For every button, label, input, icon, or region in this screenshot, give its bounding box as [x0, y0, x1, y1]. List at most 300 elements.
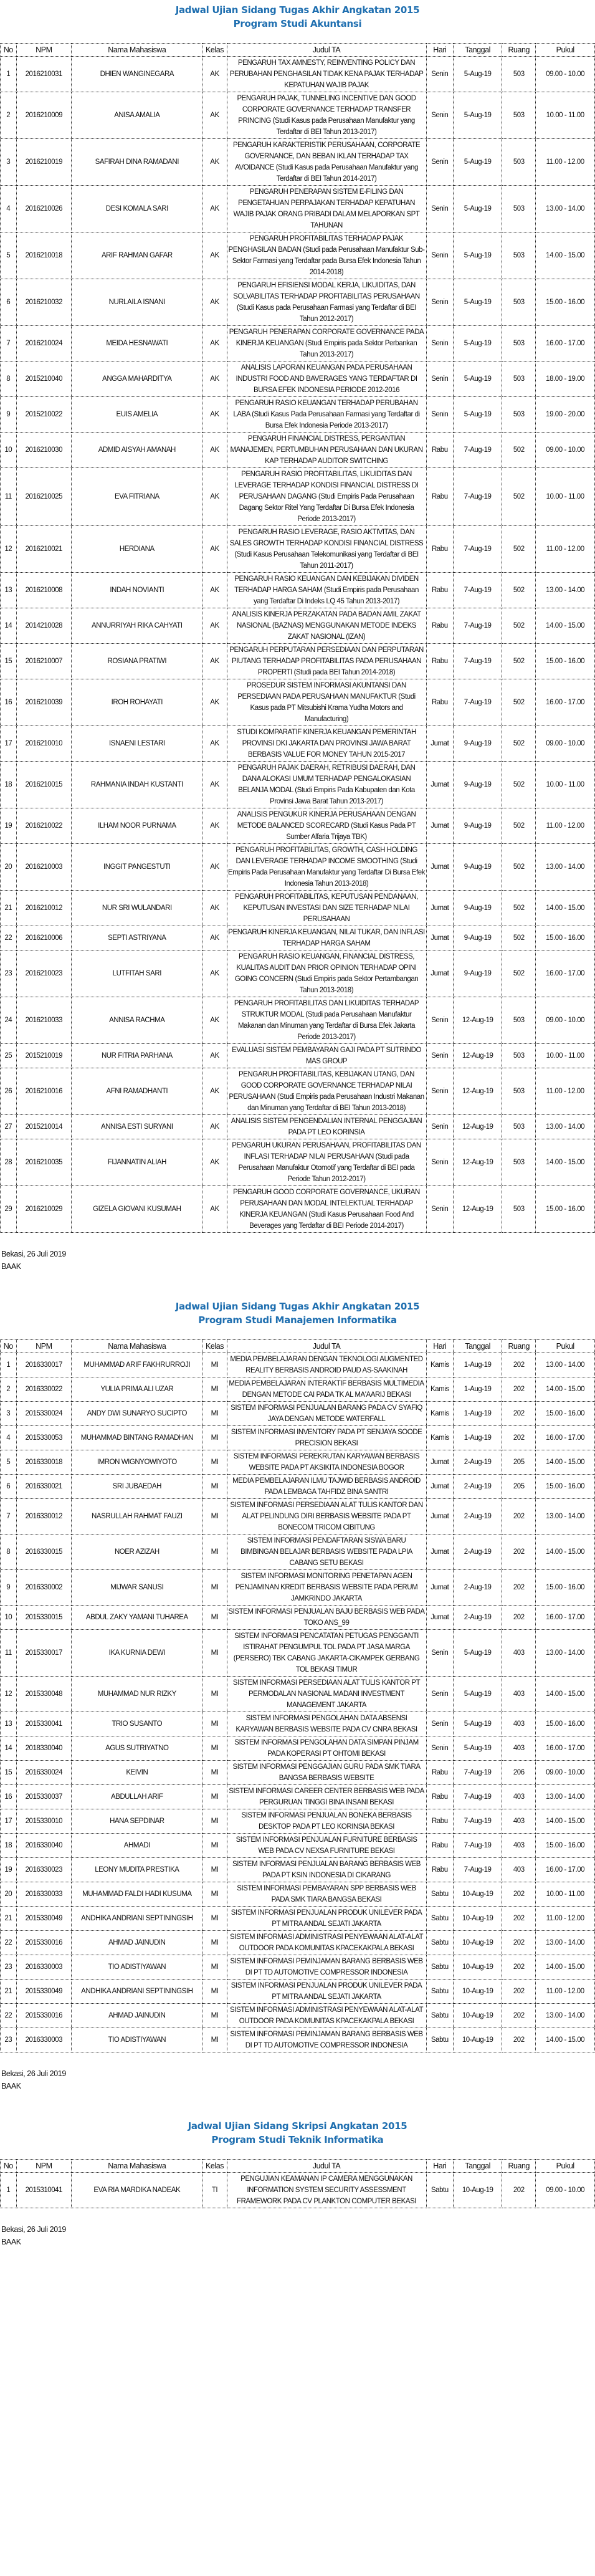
- column-header-nama: Nama Mahasiswa: [72, 44, 202, 57]
- cell-pukul: 11.00 - 12.00: [536, 526, 595, 573]
- cell-tanggal: 2-Aug-19: [454, 1475, 502, 1499]
- cell-pukul: 16.00 - 17.00: [536, 326, 595, 362]
- cell-no: 17: [1, 726, 17, 762]
- cell-tanggal: 9-Aug-19: [454, 950, 502, 997]
- cell-hari: Sabtu: [426, 1907, 454, 1931]
- column-header-kelas: Kelas: [202, 2160, 227, 2173]
- cell-pukul: 13.00 - 14.00: [536, 573, 595, 608]
- cell-nama: ISNAENI LESTARI: [72, 726, 202, 762]
- cell-hari: Sabtu: [426, 2173, 454, 2208]
- cell-ruang: 202: [502, 2004, 536, 2028]
- cell-ruang: 403: [502, 1736, 536, 1761]
- cell-npm: 2015210019: [16, 1044, 72, 1068]
- cell-no: 2: [1, 92, 17, 139]
- cell-ruang: 202: [502, 1882, 536, 1907]
- cell-tanggal: 5-Aug-19: [454, 397, 502, 433]
- cell-no: 12: [1, 526, 17, 573]
- cell-kelas: AK: [202, 891, 227, 926]
- cell-nama: NURLAILA ISNANI: [72, 279, 202, 326]
- cell-hari: Jumat: [426, 1606, 454, 1630]
- cell-npm: 2015330015: [16, 1606, 72, 1630]
- table-row: [1, 186, 595, 232]
- cell-nama: LEONY MUDITA PRESTIKA: [72, 1858, 202, 1882]
- cell-kelas: AK: [202, 844, 227, 891]
- cell-no: 13: [1, 573, 17, 608]
- cell-kelas: AK: [202, 92, 227, 139]
- cell-nama: ANDY DWI SUNARYO SUCIPTO: [72, 1402, 202, 1426]
- cell-judul: SISTEM INFORMASI PENJUALAN BARANG BERBASIS WEB PADA PT KSIN INDONESIA DI CIKARANG: [227, 1858, 426, 1882]
- cell-npm: 2015330024: [16, 1402, 72, 1426]
- cell-pukul: 14.00 - 15.00: [536, 608, 595, 644]
- cell-judul: SISTEM INFORMASI MONITORING PENETAPAN AGEN PENJAMINAN KREDIT BERBASIS WEBSITE PADA PERUM JAMKRINDO JAKARTA: [227, 1570, 426, 1606]
- cell-tanggal: 9-Aug-19: [454, 762, 502, 808]
- cell-pukul: 16.00 - 17.00: [536, 679, 595, 726]
- cell-ruang: 202: [502, 1535, 536, 1570]
- cell-pukul: 19.00 - 20.00: [536, 397, 595, 433]
- cell-nama: IROH ROHAYATI: [72, 679, 202, 726]
- cell-kelas: AK: [202, 57, 227, 92]
- table-row: [1, 1712, 595, 1736]
- cell-judul: SISTEM INFORMASI ADMINISTRASI PENYEWAAN ALAT-ALAT OUTDOOR PADA KOMUNITAS KPACEKAKPALA BEKASI: [227, 2004, 426, 2028]
- cell-no: 9: [1, 397, 17, 433]
- cell-no: 18: [1, 762, 17, 808]
- cell-kelas: MI: [202, 1677, 227, 1712]
- cell-kelas: AK: [202, 526, 227, 573]
- cell-no: 21: [1, 1907, 17, 1931]
- cell-kelas: AK: [202, 608, 227, 644]
- cell-nama: DHIEN WANGINEGARA: [72, 57, 202, 92]
- table-row: [1, 433, 595, 468]
- cell-npm: 2016330003: [16, 1955, 72, 1980]
- cell-judul: PENGARUH RASIO KEUANGAN DAN KEBIJAKAN DIVIDEN TERHADAP HARGA SAHAM (Studi Empiris pada Perusahaan yang Terdaftar Di Indeks LQ 45 Tahun 2013-2017): [227, 573, 426, 608]
- column-header-no: No: [1, 44, 17, 57]
- cell-nama: MIJWAR SANUSI: [72, 1570, 202, 1606]
- cell-kelas: TI: [202, 2173, 227, 2208]
- cell-judul: SISTEM INFORMASI PENJUALAN PRODUK UNILEVER PADA PT MITRA ANDAL SEJATI JAKARTA: [227, 1907, 426, 1931]
- cell-nama: ANNURRIYAH RIKA CAHYATI: [72, 608, 202, 644]
- table-header-row: [1, 44, 595, 57]
- footer-place-date: Bekasi, 26 Juli 2019: [1, 2069, 66, 2078]
- cell-kelas: MI: [202, 1931, 227, 1955]
- cell-pukul: 10.00 - 11.00: [536, 92, 595, 139]
- cell-no: 26: [1, 1068, 17, 1115]
- cell-pukul: 09.00 - 10.00: [536, 726, 595, 762]
- cell-kelas: MI: [202, 1377, 227, 1402]
- cell-judul: PENGARUH EFISIENSI MODAL KERJA, LIKUIDITAS, DAN SOLVABILITAS TERHADAP PROFITABILITAS PERUSAHAAN (Studi Kasus pada Perusahaan Farmasi yang Terdaftar di BEI Tahun 2012-2017): [227, 279, 426, 326]
- cell-no: 4: [1, 1426, 17, 1450]
- cell-npm: 2016330033: [16, 1882, 72, 1907]
- cell-judul: SISTEM INFORMASI CAREER CENTER BERBASIS WEB PADA PERGURUAN TINGGI BINA INSANI BEKASI: [227, 1785, 426, 1809]
- cell-kelas: AK: [202, 997, 227, 1044]
- cell-ruang: 502: [502, 726, 536, 762]
- cell-tanggal: 5-Aug-19: [454, 186, 502, 232]
- section-title: Jadwal Ujian Sidang Skripsi Angkatan 2015: [188, 2120, 407, 2132]
- cell-hari: Jumat: [426, 1535, 454, 1570]
- cell-kelas: AK: [202, 679, 227, 726]
- cell-pukul: 14.00 - 15.00: [536, 2028, 595, 2052]
- table-row: [1, 1535, 595, 1570]
- table-row: [1, 1186, 595, 1233]
- cell-nama: MUHAMMAD NUR RIZKY: [72, 1677, 202, 1712]
- schedule-section: [0, 1273, 595, 2092]
- cell-ruang: 503: [502, 232, 536, 279]
- cell-npm: 2015330049: [16, 1907, 72, 1931]
- cell-judul: SISTEM INFORMASI PENJUALAN FURNITURE BERBASIS WEB PADA CV NEXSA FURNITURE BEKASI: [227, 1834, 426, 1858]
- cell-ruang: 202: [502, 1606, 536, 1630]
- cell-npm: 2016330021: [16, 1475, 72, 1499]
- cell-npm: 2016330017: [16, 1353, 72, 1377]
- section-subtitle: Program Studi Teknik Informatika: [211, 2134, 384, 2145]
- table-row: [1, 573, 595, 608]
- cell-tanggal: 5-Aug-19: [454, 362, 502, 397]
- cell-tanggal: 10-Aug-19: [454, 1931, 502, 1955]
- cell-no: 20: [1, 844, 17, 891]
- cell-tanggal: 7-Aug-19: [454, 1858, 502, 1882]
- cell-judul: PENGARUH RASIO PROFITABILITAS, LIKUIDITAS DAN LEVERAGE TERHADAP KONDISI FINANCIAL DISTRESS DI PERUSAHAAN DAGANG (Studi Empiris Pada Perusahaan Dagang Sektor Ritel Yang Terdaftar Di Bursa Efek Indonesia Periode 2013-2017): [227, 468, 426, 526]
- cell-ruang: 502: [502, 844, 536, 891]
- cell-tanggal: 5-Aug-19: [454, 1630, 502, 1677]
- cell-nama: ABDUL ZAKY YAMANI TUHAREA: [72, 1606, 202, 1630]
- cell-no: 3: [1, 139, 17, 186]
- cell-tanggal: 2-Aug-19: [454, 1570, 502, 1606]
- cell-tanggal: 5-Aug-19: [454, 1736, 502, 1761]
- footer-place-date: Bekasi, 26 Juli 2019: [1, 2225, 66, 2234]
- cell-ruang: 502: [502, 644, 536, 679]
- cell-hari: Senin: [426, 362, 454, 397]
- cell-pukul: 11.00 - 12.00: [536, 139, 595, 186]
- table-row: [1, 1858, 595, 1882]
- cell-judul: SISTEM INFORMASI INVENTORY PADA PT SENJAYA SOODE PRECISION BEKASI: [227, 1426, 426, 1450]
- cell-ruang: 202: [502, 1402, 536, 1426]
- cell-no: 14: [1, 1736, 17, 1761]
- cell-pukul: 14.00 - 15.00: [536, 1450, 595, 1475]
- table-row: [1, 2004, 595, 2028]
- table-row: [1, 1450, 595, 1475]
- cell-ruang: 206: [502, 1761, 536, 1785]
- cell-ruang: 202: [502, 1426, 536, 1450]
- cell-tanggal: 1-Aug-19: [454, 1402, 502, 1426]
- cell-kelas: AK: [202, 726, 227, 762]
- cell-judul: MEDIA PEMBELAJARAN INTERAKTIF BERBASIS MULTIMEDIA DENGAN METODE CAI PADA TK AL MA'AARIJ BEKASI: [227, 1377, 426, 1402]
- cell-judul: ANALISIS SISTEM PENGENDALIAN INTERNAL PENGGAJIAN PADA PT LEO KORINSIA: [227, 1115, 426, 1139]
- cell-nama: FIJANNATIN ALIAH: [72, 1139, 202, 1186]
- cell-judul: ANALISIS PENGUKUR KINERJA PERUSAHAAN DENGAN METODE BALANCED SCORECARD (Studi Kasus Pada PT Sumber Alfaria Trijaya TBK): [227, 808, 426, 844]
- column-header-hari: Hari: [426, 1340, 454, 1353]
- cell-kelas: AK: [202, 279, 227, 326]
- cell-judul: MEDIA PEMBELAJARAN DENGAN TEKNOLOGI AUGMENTED REALITY BERBASIS ANDROID PAUD AS-SAAKINAH: [227, 1353, 426, 1377]
- table-row: [1, 1115, 595, 1139]
- cell-no: 11: [1, 1630, 17, 1677]
- cell-no: 6: [1, 279, 17, 326]
- cell-hari: Senin: [426, 1115, 454, 1139]
- cell-ruang: 502: [502, 679, 536, 726]
- cell-ruang: 503: [502, 279, 536, 326]
- cell-ruang: 502: [502, 608, 536, 644]
- table-row: [1, 608, 595, 644]
- cell-hari: Jumat: [426, 1499, 454, 1535]
- cell-npm: 2016210015: [16, 762, 72, 808]
- cell-hari: Rabu: [426, 1761, 454, 1785]
- column-header-npm: NPM: [16, 2160, 72, 2173]
- cell-kelas: MI: [202, 1426, 227, 1450]
- cell-ruang: 502: [502, 526, 536, 573]
- cell-judul: SISTEM INFORMASI PERSEDIAAN ALAT TULIS KANTOR DAN ALAT PELINDUNG DIRI BERBASIS WEBSITE PADA PT BONECOM TRICOM CIBITUNG: [227, 1499, 426, 1535]
- cell-ruang: 502: [502, 762, 536, 808]
- cell-npm: 2016210031: [16, 57, 72, 92]
- cell-pukul: 11.00 - 12.00: [536, 808, 595, 844]
- cell-judul: PENGARUH PROFITABILITAS TERHADAP PAJAK PENGHASILAN BADAN (Studi pada Perusahaan Manufaktur Sub-Sektor Farmasi yang Terdaftar pada Bursa Efek Indonesia Tahun 2014-2018): [227, 232, 426, 279]
- cell-tanggal: 5-Aug-19: [454, 326, 502, 362]
- cell-judul: ANALISIS KINERJA PERZAKATAN PADA BADAN AMIL ZAKAT NASIONAL (BAZNAS) MENGGUNAKAN METODE INDEKS ZAKAT NASIONAL (IZAN): [227, 608, 426, 644]
- section-subtitle: Program Studi Akuntansi: [233, 18, 362, 29]
- table-row: [1, 1353, 595, 1377]
- cell-nama: HANA SEPDINAR: [72, 1809, 202, 1834]
- cell-npm: 2015330016: [16, 2004, 72, 2028]
- cell-hari: Sabtu: [426, 1882, 454, 1907]
- cell-ruang: 502: [502, 468, 536, 526]
- cell-npm: 2016210019: [16, 139, 72, 186]
- cell-hari: Kamis: [426, 1402, 454, 1426]
- cell-no: 17: [1, 1809, 17, 1834]
- table-row: [1, 1955, 595, 1980]
- cell-no: 1: [1, 1353, 17, 1377]
- cell-hari: Rabu: [426, 433, 454, 468]
- cell-ruang: 503: [502, 1115, 536, 1139]
- cell-pukul: 09.00 - 10.00: [536, 997, 595, 1044]
- table-row: [1, 2173, 595, 2208]
- cell-hari: Jumat: [426, 762, 454, 808]
- cell-kelas: MI: [202, 1353, 227, 1377]
- cell-pukul: 11.00 - 12.00: [536, 1980, 595, 2004]
- cell-npm: 2016210030: [16, 433, 72, 468]
- table-row: [1, 397, 595, 433]
- cell-tanggal: 7-Aug-19: [454, 1834, 502, 1858]
- cell-tanggal: 9-Aug-19: [454, 891, 502, 926]
- cell-hari: Senin: [426, 1044, 454, 1068]
- cell-npm: 2016330003: [16, 2028, 72, 2052]
- table-row: [1, 891, 595, 926]
- cell-judul: SISTEM INFORMASI PEREKRUTAN KARYAWAN BERBASIS WEBSITE PADA PT AKSIKITA INDONESIA BOGOR: [227, 1450, 426, 1475]
- cell-kelas: AK: [202, 1068, 227, 1115]
- cell-kelas: AK: [202, 762, 227, 808]
- cell-hari: Jumat: [426, 844, 454, 891]
- cell-ruang: 503: [502, 186, 536, 232]
- cell-judul: SISTEM INFORMASI PENGGAJIAN GURU PADA SMK TIARA BANGSA BERBASIS WEBSITE: [227, 1761, 426, 1785]
- table-row: [1, 1834, 595, 1858]
- column-header-ruang: Ruang: [502, 44, 536, 57]
- cell-judul: SISTEM INFORMASI PEMBAYARAN SPP BERBASIS WEB PADA SMK TIARA BANGSA BEKASI: [227, 1882, 426, 1907]
- column-header-kelas: Kelas: [202, 1340, 227, 1353]
- cell-judul: SISTEM INFORMASI PERSEDIAAN ALAT TULIS KANTOR PT PERMODALAN NASIONAL MADANI INVESTMENT MANAGEMENT JAKARTA: [227, 1677, 426, 1712]
- cell-judul: SISTEM INFORMASI PENJUALAN BARANG PADA CV SYAFIQ JAYA DENGAN METODE WATERFALL: [227, 1402, 426, 1426]
- table-row: [1, 468, 595, 526]
- cell-judul: PENGARUH TAX AMNESTY, REINVENTING POLICY DAN PERUBAHAN PENGHASILAN TIDAK KENA PAJAK TERHADAP KEPATUHAN WAJIB PAJAK: [227, 57, 426, 92]
- cell-hari: Rabu: [426, 1785, 454, 1809]
- cell-no: 23: [1, 1955, 17, 1980]
- cell-hari: Jumat: [426, 1450, 454, 1475]
- cell-hari: Jumat: [426, 1570, 454, 1606]
- cell-ruang: 202: [502, 1499, 536, 1535]
- cell-tanggal: 1-Aug-19: [454, 1377, 502, 1402]
- cell-kelas: MI: [202, 1980, 227, 2004]
- cell-ruang: 502: [502, 433, 536, 468]
- column-header-no: No: [1, 2160, 17, 2173]
- cell-kelas: MI: [202, 1499, 227, 1535]
- cell-pukul: 10.00 - 11.00: [536, 1044, 595, 1068]
- cell-pukul: 13.00 - 14.00: [536, 1931, 595, 1955]
- cell-nama: EUIS AMELIA: [72, 397, 202, 433]
- cell-pukul: 13.00 - 14.00: [536, 1499, 595, 1535]
- cell-ruang: 202: [502, 1570, 536, 1606]
- cell-kelas: AK: [202, 808, 227, 844]
- footer-org: BAAK: [1, 2082, 21, 2090]
- cell-pukul: 11.00 - 12.00: [536, 1907, 595, 1931]
- cell-ruang: 202: [502, 2173, 536, 2208]
- cell-kelas: AK: [202, 232, 227, 279]
- cell-hari: Jumat: [426, 926, 454, 950]
- cell-npm: 2016210025: [16, 468, 72, 526]
- cell-hari: Sabtu: [426, 1931, 454, 1955]
- cell-hari: Senin: [426, 139, 454, 186]
- table-header-row: [1, 2160, 595, 2173]
- cell-nama: AHMAD JAINUDIN: [72, 2004, 202, 2028]
- column-header-pukul: Pukul: [536, 2160, 595, 2173]
- cell-nama: SAFIRAH DINA RAMADANI: [72, 139, 202, 186]
- cell-nama: MEIDA HESNAWATI: [72, 326, 202, 362]
- cell-judul: SISTEM INFORMASI PENJUALAN BAJU BERBASIS WEB PADA TOKO ANS_99: [227, 1606, 426, 1630]
- cell-pukul: 14.00 - 15.00: [536, 1677, 595, 1712]
- table-row: [1, 1606, 595, 1630]
- cell-hari: Sabtu: [426, 1980, 454, 2004]
- cell-pukul: 15.00 - 16.00: [536, 1834, 595, 1858]
- table-row: [1, 808, 595, 844]
- cell-hari: Jumat: [426, 726, 454, 762]
- table-row: [1, 362, 595, 397]
- cell-kelas: AK: [202, 186, 227, 232]
- cell-ruang: 202: [502, 1931, 536, 1955]
- cell-no: 8: [1, 362, 17, 397]
- cell-judul: PENGARUH UKURAN PERUSAHAAN, PROFITABILITAS DAN INFLASI TERHADAP NILAI PERUSAHAAN (Studi pada Perusahaan Manufaktur Otomotif yang Terdaftar di BEI pada Periode Tahun 2012-2017): [227, 1139, 426, 1186]
- cell-judul: SISTEM INFORMASI PENJUALAN BONEKA BERBASIS DESKTOP PADA PT LEO KORINSIA BEKASI: [227, 1809, 426, 1834]
- cell-tanggal: 10-Aug-19: [454, 2028, 502, 2052]
- cell-pukul: 14.00 - 15.00: [536, 1139, 595, 1186]
- cell-ruang: 403: [502, 1858, 536, 1882]
- cell-nama: ABDULLAH ARIF: [72, 1785, 202, 1809]
- cell-hari: Rabu: [426, 1809, 454, 1834]
- cell-npm: 2016210007: [16, 644, 72, 679]
- cell-nama: TRIO SUSANTO: [72, 1712, 202, 1736]
- section-footer: [0, 1233, 595, 1273]
- cell-tanggal: 7-Aug-19: [454, 468, 502, 526]
- cell-hari: Senin: [426, 186, 454, 232]
- cell-npm: 2016210023: [16, 950, 72, 997]
- cell-hari: Senin: [426, 1139, 454, 1186]
- cell-ruang: 403: [502, 1834, 536, 1858]
- cell-npm: 2015330010: [16, 1809, 72, 1834]
- cell-nama: SEPTI ASTRIYANA: [72, 926, 202, 950]
- table-row: [1, 57, 595, 92]
- column-header-npm: NPM: [16, 44, 72, 57]
- cell-nama: AHMAD JAINUDIN: [72, 1931, 202, 1955]
- table-row: [1, 92, 595, 139]
- column-header-pukul: Pukul: [536, 44, 595, 57]
- cell-judul: PENGARUH PROFITABILITAS, KEPUTUSAN PENDANAAN, KEPUTUSAN INVESTASI DAN SIZE TERHADAP NILAI PERUSAHAAN: [227, 891, 426, 926]
- cell-nama: ANNISA ESTI SURYANI: [72, 1115, 202, 1139]
- cell-ruang: 205: [502, 1450, 536, 1475]
- cell-npm: 2016330022: [16, 1377, 72, 1402]
- cell-npm: 2016330023: [16, 1858, 72, 1882]
- cell-pukul: 14.00 - 15.00: [536, 1377, 595, 1402]
- cell-tanggal: 7-Aug-19: [454, 433, 502, 468]
- cell-hari: Rabu: [426, 679, 454, 726]
- cell-nama: HERDIANA: [72, 526, 202, 573]
- cell-kelas: MI: [202, 1712, 227, 1736]
- cell-no: 13: [1, 1712, 17, 1736]
- cell-kelas: MI: [202, 1834, 227, 1858]
- cell-nama: GIZELA GIOVANI KUSUMAH: [72, 1186, 202, 1233]
- cell-hari: Senin: [426, 1630, 454, 1677]
- cell-nama: EVA RIA MARDIKA NADEAK: [72, 2173, 202, 2208]
- cell-no: 19: [1, 808, 17, 844]
- cell-tanggal: 2-Aug-19: [454, 1535, 502, 1570]
- column-header-judul: Judul TA: [227, 2160, 426, 2173]
- cell-kelas: MI: [202, 1475, 227, 1499]
- cell-tanggal: 7-Aug-19: [454, 573, 502, 608]
- cell-tanggal: 5-Aug-19: [454, 279, 502, 326]
- cell-no: 4: [1, 186, 17, 232]
- column-header-ruang: Ruang: [502, 1340, 536, 1353]
- cell-judul: SISTEM INFORMASI PENJUALAN PRODUK UNILEVER PADA PT MITRA ANDAL SEJATI JAKARTA: [227, 1980, 426, 2004]
- cell-nama: ARIF RAHMAN GAFAR: [72, 232, 202, 279]
- cell-kelas: MI: [202, 1450, 227, 1475]
- cell-kelas: MI: [202, 1955, 227, 1980]
- cell-judul: EVALUASI SISTEM PEMBAYARAN GAJI PADA PT SUTRINDO MAS GROUP: [227, 1044, 426, 1068]
- section-footer: [0, 2208, 595, 2248]
- cell-hari: Senin: [426, 397, 454, 433]
- table-row: [1, 326, 595, 362]
- cell-ruang: 502: [502, 891, 536, 926]
- cell-hari: Jumat: [426, 891, 454, 926]
- cell-tanggal: 12-Aug-19: [454, 1139, 502, 1186]
- cell-tanggal: 12-Aug-19: [454, 1115, 502, 1139]
- cell-tanggal: 7-Aug-19: [454, 526, 502, 573]
- cell-ruang: 403: [502, 1785, 536, 1809]
- cell-npm: 2016210022: [16, 808, 72, 844]
- cell-no: 8: [1, 1535, 17, 1570]
- cell-pukul: 11.00 - 12.00: [536, 1068, 595, 1115]
- cell-ruang: 502: [502, 950, 536, 997]
- table-header-row: [1, 1340, 595, 1353]
- column-header-hari: Hari: [426, 2160, 454, 2173]
- cell-ruang: 202: [502, 1353, 536, 1377]
- cell-kelas: MI: [202, 2028, 227, 2052]
- cell-tanggal: 5-Aug-19: [454, 1677, 502, 1712]
- cell-nama: EVA FITRIANA: [72, 468, 202, 526]
- cell-judul: PENGARUH PROFITABILITAS DAN LIKUIDITAS TERHADAP STRUKTUR MODAL (Studi pada Perusahaan Manufaktur Makanan dan Minuman yang Terdaftar di Bursa Efek Jakarta Periode 2013-2017): [227, 997, 426, 1044]
- cell-tanggal: 1-Aug-19: [454, 1353, 502, 1377]
- table-row: [1, 2028, 595, 2052]
- cell-npm: 2015210022: [16, 397, 72, 433]
- column-header-kelas: Kelas: [202, 44, 227, 57]
- table-row: [1, 1761, 595, 1785]
- cell-tanggal: 7-Aug-19: [454, 1761, 502, 1785]
- cell-kelas: AK: [202, 468, 227, 526]
- cell-pukul: 15.00 - 16.00: [536, 279, 595, 326]
- table-row: [1, 644, 595, 679]
- cell-hari: Rabu: [426, 1834, 454, 1858]
- table-row: [1, 1426, 595, 1450]
- cell-ruang: 503: [502, 1068, 536, 1115]
